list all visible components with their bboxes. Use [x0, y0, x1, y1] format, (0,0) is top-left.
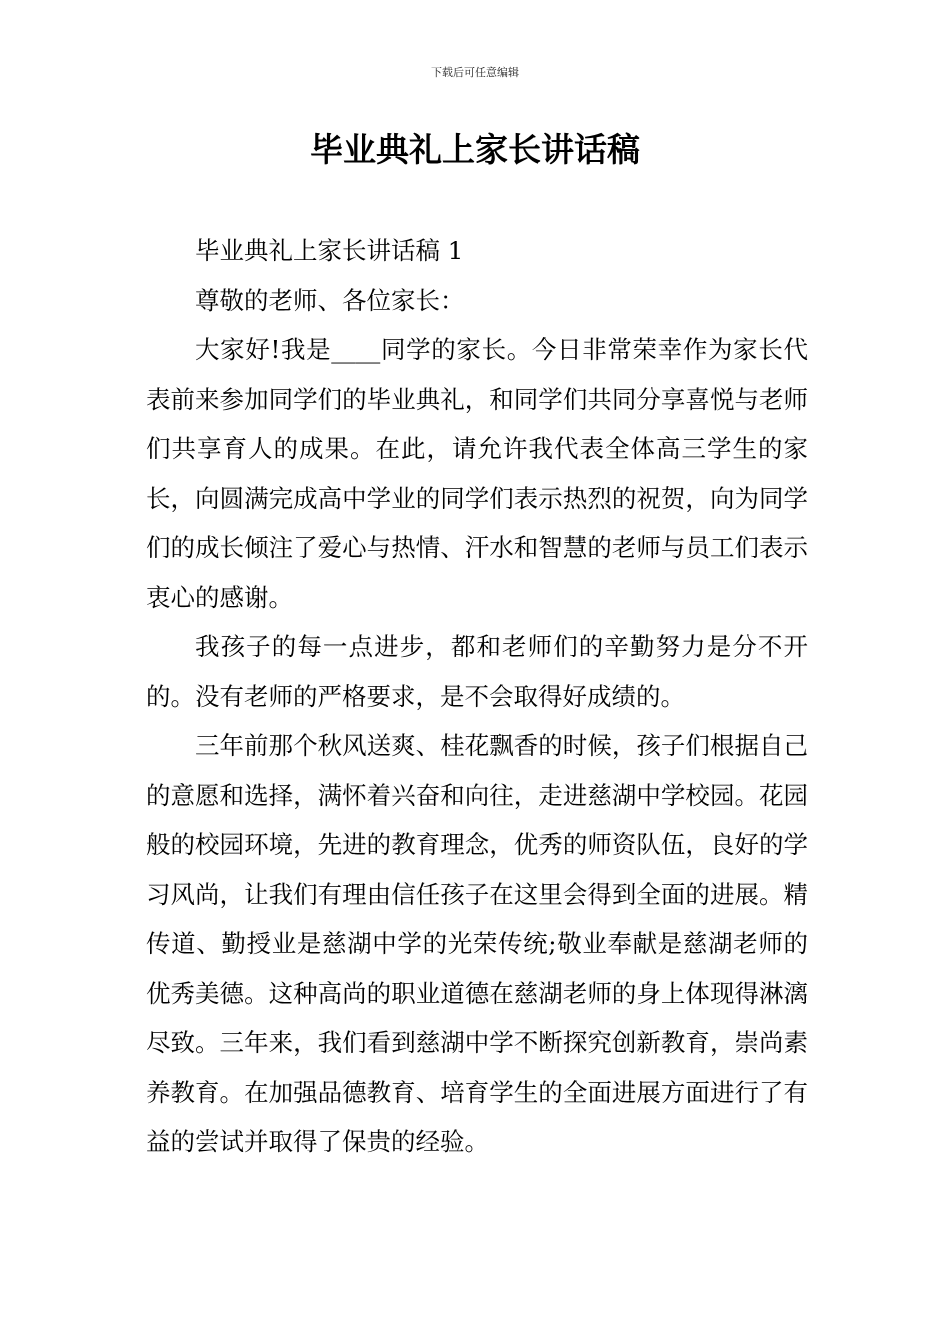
document-body — [146, 226, 808, 1167]
salutation: 尊敬的老师、各位家长： — [195, 285, 465, 315]
paragraph: 我孩子的每一点进步，都和老师们的辛勤努力是分不开的。没有老师的严格要求，是不会取得好成绩的。 — [146, 632, 808, 711]
document-title: 毕业典礼上家长讲话稿 — [310, 130, 640, 169]
header-note: 下载后可任意编辑 — [431, 66, 519, 79]
paragraph: 三年前那个秋风送爽、桂花飘香的时候，孩子们根据自己的意愿和选择，满怀着兴奋和向往，走进慈湖中学校园。花园般的校园环境，先进的教育理念，优秀的师资队伍，良好的学习风尚，让我们有理由信任孩子在这里会得到全面的进展。精传道、勤授业是慈湖中学的光荣传统;敬业奉献是慈湖老师的优秀美德。这种高尚的职业道德在慈湖老师的身上体现得淋漓尽致。三年来，我们看到慈湖中学不断探究创新教育，崇尚素养教育。在加强品德教育、培育学生的全面进展方面进行了有益的尝试并取得了保贵的经验。 — [146, 731, 808, 1156]
section-heading: 毕业典礼上家长讲话稿 1 — [195, 236, 464, 265]
paragraph: 大家好!我是____同学的家长。今日非常荣幸作为家长代表前来参加同学们的毕业典礼，和同学们共同分享喜悦与老师们共享育人的成果。在此，请允许我代表全体高三学生的家长，向圆满完成高中学业的同学们表示热烈的祝贺，向为同学们的成长倾注了爱心与热情、汗水和智慧的老师与员工们表示衷心的感谢。 — [146, 335, 808, 612]
